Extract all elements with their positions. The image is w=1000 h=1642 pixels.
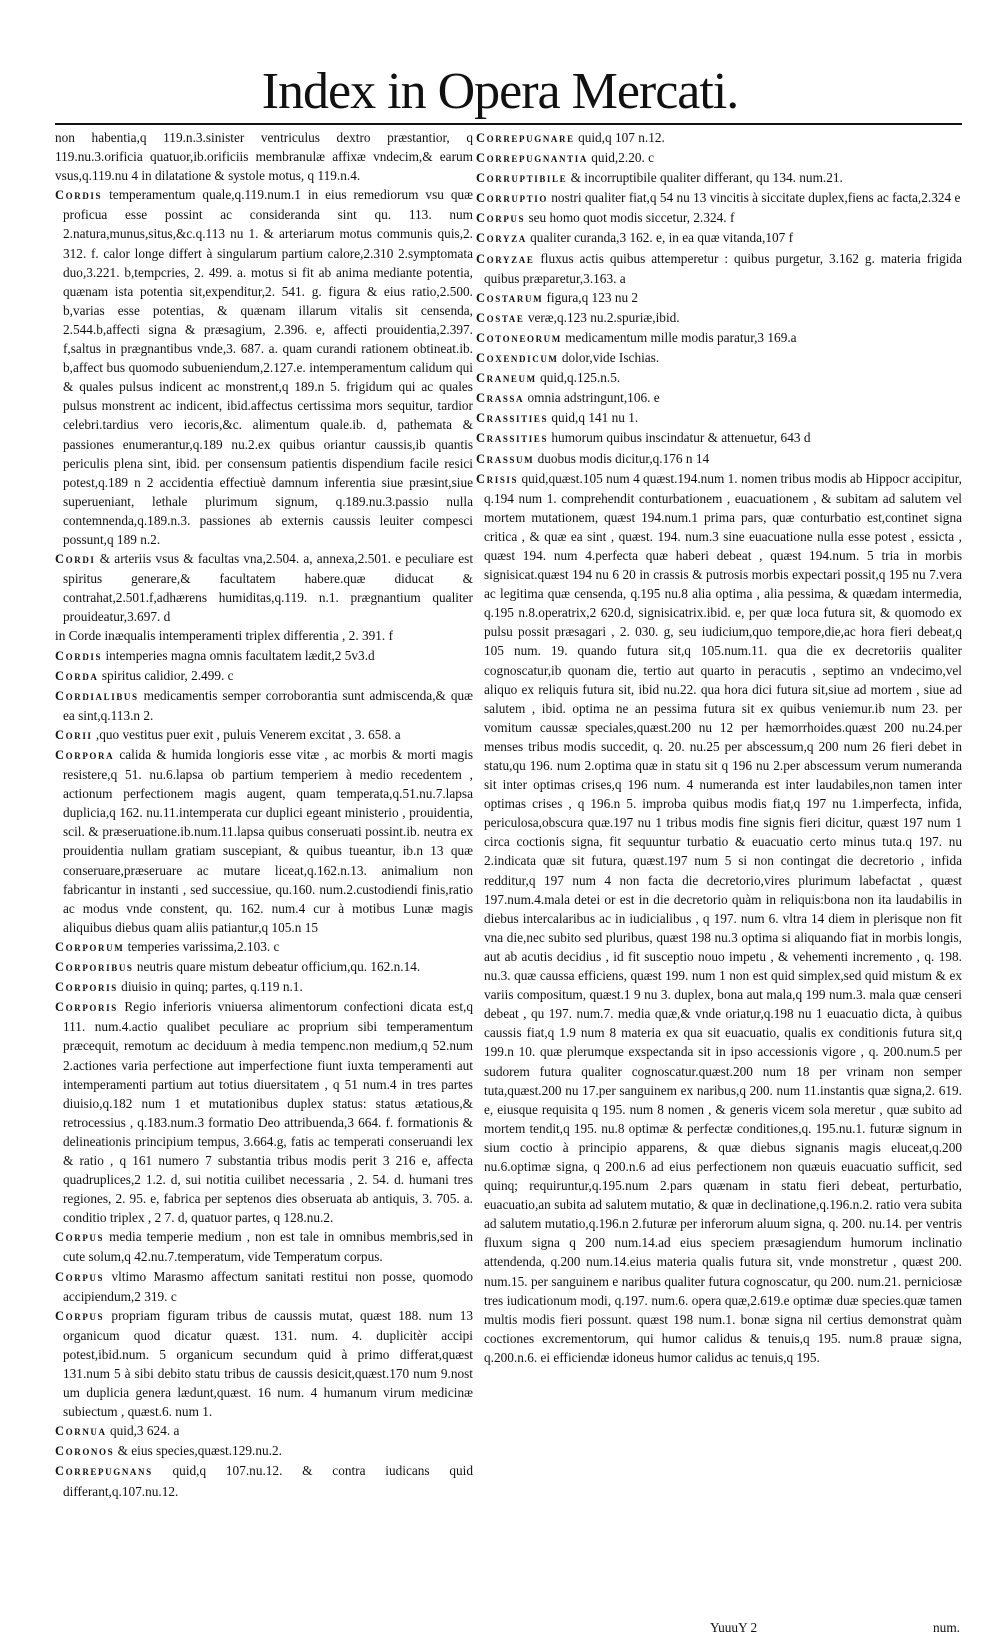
entry-headword: Cordis [55,648,103,663]
entry-text: ,quo vestitus puer exit , puluis Venerem excitat , 3. 658. a [95,726,401,742]
entry-text: quid,q.125.n.5. [540,370,621,386]
entry-text: medicamentis semper corroborantia sunt admiscenda,& quæ ea sint,q.113.n 2. [63,687,473,723]
entry-text: spiritus calidior, 2.499. c [101,667,234,683]
index-entry [476,469,962,1367]
entry-text: in Corde inæqualis intemperamenti triplex differentia , 2. 391. f [55,628,394,644]
index-entry [55,1421,473,1441]
entry-text: duobus modis dicitur,q.176 n 14 [537,450,710,466]
entry-headword: Correpugnans [55,1464,153,1479]
index-entry [55,128,473,185]
entry-text: omnia adstringunt,106. e [527,390,660,406]
entry-headword: Corpus [476,211,526,226]
index-entry [55,1306,473,1422]
entry-headword: Costae [476,310,525,325]
entry-text: dolor,vide Ischias. [561,350,660,366]
index-entry [55,626,473,645]
entry-headword: Costarum [476,290,544,305]
index-entry [55,686,473,725]
entry-headword: Corpus [55,1308,105,1323]
entry-text: vltimo Marasmo affectum sanitati restitui non posse, quomodo accipiendum,2 319. c [63,1268,474,1304]
entry-text: quid,2.20. c [591,150,655,166]
entry-headword: Coxendicum [476,351,559,366]
entry-text: non habentia,q 119.n.3.sinister ventriculus dextro præstantior, q 119.nu.3.orificia quatuor,ib.orificiis membranulæ affixæ vndecim,& earum vsus,q.119.nu 4 in dilatatione & systole motus, q 119.n.4. [55,130,473,184]
entry-headword: Crassum [476,451,535,466]
index-entry [476,328,962,348]
signature-mark: YuuuY 2 [710,1620,758,1635]
page-title: Index in Opera Mercati. [261,63,739,120]
entry-text: temperies varissima,2.103. c [127,938,280,954]
index-entry [55,725,473,745]
index-entry [55,549,473,626]
entry-headword: Crassities [476,431,549,446]
entry-headword: Corii [55,727,93,742]
entry-headword: Corporum [55,939,125,954]
entry-text: quid,q 107.nu.12. & contra iudicans quid differant,q.107.nu.12. [63,1463,474,1499]
index-entry [476,148,962,168]
index-entry [55,957,473,977]
entry-headword: Cordis [55,188,103,203]
entry-text: propriam figuram tribus de caussis mutat, quæst 188. num 13 organicum quod dicatur quæst. 131. num. 4. duplicitèr accipi potest,ibid.num. 5 organicum secundum quid à primo differat,quæst 131.num 5 à sibi debito statu tribus de caussis desicit,quæst.170 num 9.nost um duplicia genera lædunt,quæst. 16 num. 4 humanum virum medicinæ subiectum , quæst.6. num 1. [63,1307,474,1420]
entry-headword: Crassities [476,411,549,426]
entry-text: qualiter curanda,3 162. e, in ea quæ vitanda,107 f [530,230,794,246]
index-entry [476,308,962,328]
entry-text: quid,q 141 nu 1. [551,410,639,426]
index-entry [55,1227,473,1266]
entry-text: quid,quæst.105 num 4 quæst.194.num 1. nomen tribus modis ab Hippocr accipitur, q.194 num 1. comprehendit conturbationem , euacuationem , & subitam ad salutem vel mortem mutationem, quæst 194.num.1 prima pars, quæ conturbatio est,continet signa critica , & quæ ea sint , quæst. 194. num.3 sine euacuatione nulla esse potest , essicta , quæst 194. num 4.perfecta quæ haberi debeat , quæst 194.num. 5 tria in morbis signisicat.quæst 194 nu 6 20 in crassis & putrosis morbis expectari possit,q 195 nu 7.vera ac legitima quæ censenda, q.195 nu.8 alia optima , alia pessima, & quædam intermedia, q.195 n.8.operatrix,2 620.d, signisicatrix.ibid. e, per quæ loca futura sit, & quomodo ex pulsu possit præsagari , 2. 030. g, seu iudicium,quo tempore,die,ac hora fieri debeat,q 105 num. 19. quando futura sit,q 105.num.11. qua die ex decretoriis qualiter cognoscatur,ib quonam die, tertio aut quarto in peracutis , septimo an vndecimo,vel aliquo ex reliquis futura sit, ibid nu.22. qua hora dici futura sit,siue ad mortem , siue ad salutem , ibid. optima ne an pessima futura sit ex quibus veniemur.ib num 23. per vomitum caussæ speciales,quæst.200 nu 12 per hæmorrhoides.quæst 200 nu.24.per menses tribus modis succedit, q. 20. nu.25 per abscessum,q 200 num 26 fieri debet in statu,qu 196. num 2.optima quæ in statu sit q 196 nu 2.per abscessum verum numeranda sit inter optimas crises,q 196 num. 4 numeranda est inter laudabiles,non tamen inter optimas crises , q 196.n 5. improba quibus modis fiat,q 197 nu 1.imperfecta, infida, periculosa,obscura quæ.197 nu 1 tribus modis fine signis fieri dicitur, quæst 197 num 1 circa coctionis signa, fit sequuntur turbatio & euacuatio certo minus tuta.q 197. nu 2.indicata quæ sit futura, quæst.197 num 5 si non contingat die decretorio , infida redditur,q 197 num 4 non facta die decretorio,vires plurimum labefactat , quæst 197.num.4.mala detei or est in die decretorio quàm in reliquis:bona non ita laudabilis in diebus intercalaribus ac in iudicialibus , q 197. num 6. vltra 14 diem in plerisque non fit vna die,nec subito sed pluribus, quæst 198 nu.3 optima si aliquando fiat in morbis longis, aut ab acutis decidius , id fit susceptio nouo impetu , & vehementi incremento , q. 198. nu.3. quæ caussa efficiens, quæst 199. num 1 non est quid simplex,sed quid mistum & ex variis compositum, quæst.1 9 nu 3. duplex, bona aut mala,q 199 num.3. mala quæ censeri debeat , qu 197. num.7. media quæ,& vnde oriatur,q.198 nu 1 euacuatio dicta, à quibus caussis fiat,q 1.9 num 8 materia ex qua sit euacuatio, qualis ex conditionis futura sit,q 199.n 10. quæ plerumque exspectanda sit in ipso accessionis vigore , q. 200.num.5 per sudorem futura qualiter cognoscatur.quæst.200 num 18 per vrinam non semper tuta,quæst.200 nu 17.per sanguinem ex naribus,q 200. num 11.instantis quæ signa,2. 619. e, eiusque requisita q 195. num 8 nomen , & generis vicem sola meretur , quæ subito ad mortem tendit,q 195. nu.8 optimæ & perfectæ conditiones,q. 195.nu.1. futuræ signum in sium coctio à principio apparens, & quæ diebus signanis magis eluceat,q.200 nu.6.optimæ signa, q 200.n.6 ad eius perfectionem non quæuis euacuatio sufficit, sed quinq; requiruntur,q.195.num 2.pars quænam in statu fieri debeat, perturbatio, euacuatio,an subita ad salutem mutatio, & quæ in declinatione,q.196.n.2. ratio vera subita ad salutem mutatio,q.196.n 2.futuræ per inferorum aluum signa, q. 200. nu.14. per ventris fluxum signa q 200 num.14.ad eius speciem præsagiendum humorum inclinatio attendenda, q.200 num.14.eius materia qualis futura sit, vnde monstretur , quæst 200. num.15. per sanguinem e naribus qualiter futura cognoscatur, qu 200. num.21. perniciosæ tres iudicationum modi, q.197. num.6. opera quæ,2.619.e optimæ duæ species.quæ tamen multis modis fieri possunt. quæst 198 num.1. bonæ signa nil certius demonstrat quàm coctiones excrementorum, qui humor calidus & tenuis,q 195. num.8 prauæ signa, q.200.n.6. ei efficiendæ idoneus humor calidus ac tenuis,q 195. [484,470,963,1365]
entry-text: quid,q 107 n.12. [578,130,665,145]
entry-headword: Coryzae [476,251,535,266]
entry-headword: Coryza [476,231,527,246]
entry-headword: Corpora [55,748,115,762]
entry-headword: Corruptibile [476,171,568,186]
entry-text: quid,3 624. a [109,1423,180,1439]
index-entry [476,168,962,188]
index-entry [476,249,962,288]
entry-headword: Cornua [55,1424,107,1439]
entry-headword: Correpugnare [476,131,575,145]
entry-text: figura,q 123 nu 2 [546,289,639,305]
index-entry [55,1441,473,1461]
index-entry [55,997,473,1227]
entry-text: neutris quare mistum debeatur officium,qu. 162.n.14. [136,959,421,975]
entry-text: humorum quibus inscindatur & attenuetur, 643 d [551,430,811,446]
entry-headword: Corporibus [55,960,134,975]
index-entry [476,228,962,248]
index-entry [476,428,962,448]
entry-text: temperamentum quale,q.119.num.1 in eius remediorum vsu quæ proficua esse possint ac consideranda sint qu. 113. num 2.natura,munus,situs,&c.q.113 nu 1. & arteriarum motus communis quis,2. 312. f. calor longe differt à singularum partium calore,2.310 2.symptomata duo,3.221. b,tempcries, 2. 499. a. motus si fit ab anima mediante potentia, quænam ista potentia sit,expenditur,2. 541. g. figura & eius ratio,2.500. b,varias esse potentias, & quænam illarum vitalis sit censenda, 2.544.b,affecti signa & præsagium, 2.396. e, affecti prouidentia,2.397. f,saltus in prægnantibus vnde,3. 687. a. quam curandi rationem obtineat.ib. b,affect bus quomodo subueniendum,2.127.e. intemperamentum calidum qui & quales pulsus indicent ac monstrent,q 189.n 5. frigidum qui ac quales pulsus monstrent ac indicent, ibid.affectus certissima mors sequitur, tardior celebri.tardius vero iecoris,&c. alimentum quale.ib. d, pathemata & passiones enumerantur,q.189 nu.2.ex quibus oriantur caussis,ib quantis periculis plena sint, ibid. per consensum patientis dispendium facile resici potest,q.189 n 2 accidentia effectiuè damnum inferentia siue præsint,siue superueniant, lethale plurimum signum, q.189.nu.3.passio nulla contemnenda,q.189.n.3. passiones ab externis caussis leuiter compesci possunt,q 189 n.2. [63,187,473,547]
entry-headword: Corporis [55,1000,118,1015]
entry-text: diuisio in quinq; partes, q.119 n.1. [121,979,303,995]
index-entry [476,188,962,208]
entry-headword: Cordialibus [55,688,139,703]
entry-text: & arteriis vsus & facultas vna,2.504. a, annexa,2.501. e peculiare est spiritus generare,& facultatem habere.quæ diducat & contrahat,2.501.f,adhærens humiditas,q.119. n.1. prægnantium qualiter prouideatur,3.697. d [63,551,474,625]
index-entry [476,388,962,408]
entry-text: & eius species,quæst.129.nu.2. [117,1443,282,1459]
entry-headword: Cordi [55,552,96,567]
entry-headword: Corpus [55,1269,105,1284]
entry-text: fluxus actis quibus attemperetur : quibus purgetur, 3.162 g. materia frigida quibus præparetur,3.163. a [484,250,963,286]
index-entry [476,128,962,148]
entry-headword: Coronos [55,1444,115,1459]
index-entry [476,348,962,368]
index-entry [55,977,473,997]
index-entry [55,185,473,549]
title-rule [55,123,962,125]
entry-text: calida & humida longioris esse vitæ , ac morbis & morti magis resistere,q 51. nu.6.lapsa ob partium temperiem à medio recedentem , actionum perfectionem magis augent, quam temperata,q.51.nu.7.lapsa duplicia,q 162. nu.11.intemperata cur duplici egeant ministerio , prouidentia, scil. & præseruatione.ib.num.11.lapsa quibus conseruati possint.ib. neutra ex prouidentia nullam gratiam suscepiant, & quibus tueantur, ib.n 13 quæ conseruare,præseruare ac mutare liceat,q.162.n.13. animalium non fabricantur in instanti , sed successiue, qu.160. num.2.custodiendi finis,ratio ac modus vnde constent, qu. 162. num.4 cur à motibus Lunæ magis aliquibus diebus quam aliis patiantur,q 105.n 15 [63,747,473,935]
index-entry [55,666,473,686]
index-entry [476,288,962,308]
entry-headword: Corda [55,668,99,683]
entry-headword: Correpugnantia [476,151,588,166]
index-entry [55,745,473,937]
index-entry [55,1461,473,1500]
entry-headword: Crassa [476,391,525,406]
entry-text: Regio inferioris vniuersa alimentorum confectioni dicata est,q 111. num.4.actio qualibet peculiare ac proprium sibi temperamentum præcequit, remotum ac deciduum à media tempenc.non medium,q 52.num 2.actiones varia perfectione aut imperfectione fiunt iuxta temperamenti aut intemperamenti partium aut totius diuersitatem , q 51 num.4 in tres partes diuisio,q.182 num 1 et mutationibus duplex status: status ætatious,& retrocessius , q.183.num.3 formatio Deo attribuenda,3 664. f. formationis & delineationis principium tempus, 3.664.g, fatis ac temperati conseruandi lex & ratio , q 161 numero 7 substantia tribus modis perit 3 216 e, affecta quadruplices,2 1.2. d, sui notitia cuilibet necessaria , 2. 54. d. humani tres regiones, 2. 95. e, fabrica per septenos dies obseruata ab antiquis, 3. 705. a. conditio triplex , 2 7. d, quatuor partes, q 128.nu.2. [63,999,473,1226]
entry-headword: Crisis [476,471,519,486]
index-entry [476,208,962,228]
entry-headword: Corporis [55,980,118,995]
index-column-right [476,128,962,1367]
entry-headword: Corpus [55,1230,105,1245]
entry-text: & incorruptibile qualiter differant, qu 134. num.21. [570,170,843,186]
entry-headword: Corruptio [476,191,548,206]
index-entry [476,368,962,388]
index-entry [476,449,962,469]
index-entry [55,1267,473,1306]
index-entry [476,408,962,428]
entry-headword: Cotoneorum [476,330,562,345]
index-entry [55,646,473,666]
index-column-left [55,128,473,1501]
entry-text: medicamentum mille modis paratur,3 169.a [565,329,797,345]
entry-text: seu homo quot modis siccetur, 2.324. f [528,210,735,226]
entry-headword: Craneum [476,371,537,386]
entry-text: media temperie medium , non est tale in omnibus membris,sed in cute solum,q 42.nu.7.temperatum, vide Temperatum corpus. [63,1229,473,1265]
index-entry [55,937,473,957]
catchword: num. [933,1620,960,1635]
entry-text: intemperies magna omnis facultatem lædit,2 5v3.d [105,647,375,663]
entry-text: nostri qualiter fiat,q 54 nu 13 vincitis à siccitate duplex,fiens ac facta,2.324 e [551,190,961,206]
entry-text: veræ,q.123 nu.2.spuriæ,ibid. [527,309,680,325]
